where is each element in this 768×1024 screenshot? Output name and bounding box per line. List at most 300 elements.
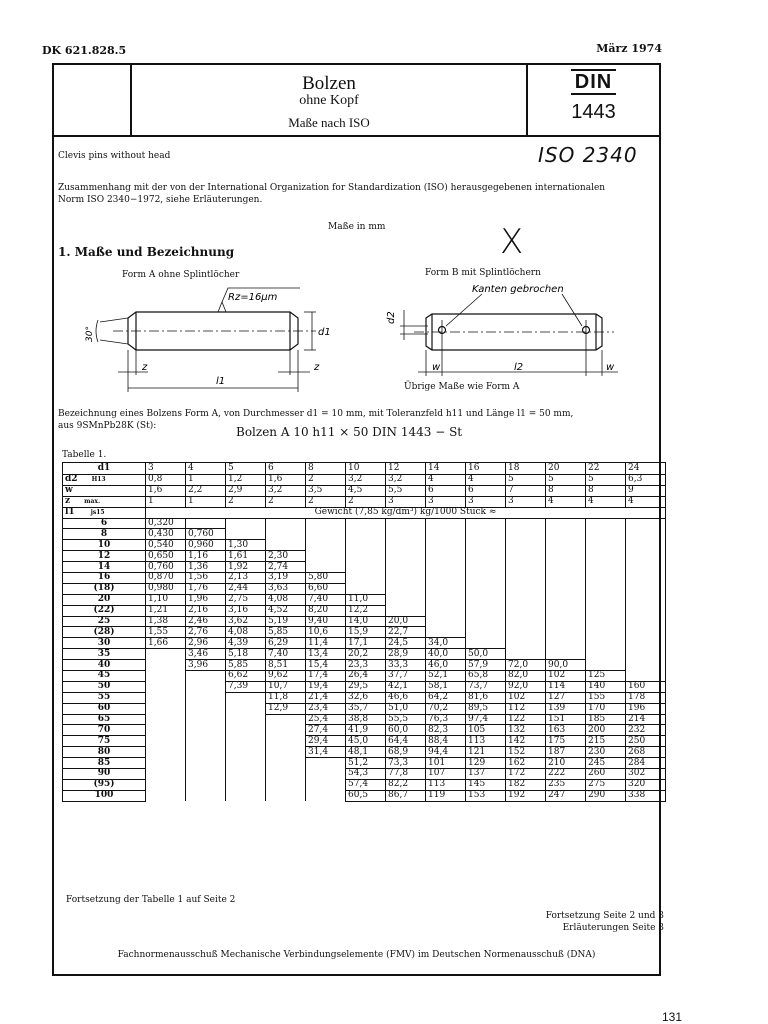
weight-value xyxy=(226,529,266,540)
weight-value: 28,9 xyxy=(386,649,426,660)
weight-value xyxy=(266,736,306,747)
weight-value xyxy=(626,573,666,584)
form-b-label: Form B mit Splintlöchern xyxy=(425,268,541,278)
weight-value: 3,16 xyxy=(226,605,266,616)
weight-value xyxy=(626,518,666,529)
weight-value: 94,4 xyxy=(426,747,466,758)
weight-value xyxy=(386,540,426,551)
z-label-left: z xyxy=(142,362,148,373)
weight-value xyxy=(466,605,506,616)
weight-value xyxy=(186,703,226,714)
table-row xyxy=(63,529,666,540)
weight-value xyxy=(586,583,626,594)
param-value: 5 xyxy=(546,475,586,486)
weight-value xyxy=(546,529,586,540)
dimensions-table xyxy=(62,462,666,802)
weight-value xyxy=(266,725,306,736)
row-label-d2 xyxy=(63,475,146,486)
weight-value: 196 xyxy=(626,703,666,714)
weight-value: 1,96 xyxy=(186,594,226,605)
handwritten-mark: X xyxy=(500,222,524,262)
weight-value xyxy=(146,790,186,801)
weight-value xyxy=(426,551,466,562)
weight-value: 45,0 xyxy=(346,736,386,747)
weight-value: 1,56 xyxy=(186,573,226,584)
param-value: 2,9 xyxy=(226,485,266,496)
weight-value: 10,7 xyxy=(266,681,306,692)
weight-value xyxy=(466,616,506,627)
weight-value xyxy=(546,562,586,573)
weight-value: 9,62 xyxy=(266,671,306,682)
table-row xyxy=(63,779,666,790)
row-length-label: 8 xyxy=(63,529,146,540)
weight-value xyxy=(146,758,186,769)
weight-value: 1,10 xyxy=(146,594,186,605)
row-length-label: 12 xyxy=(63,551,146,562)
weight-value: 119 xyxy=(426,790,466,801)
weight-value: 5,80 xyxy=(306,573,346,584)
weight-value: 170 xyxy=(586,703,626,714)
roughness-label: Rz=16µm xyxy=(228,292,278,303)
weight-value xyxy=(586,518,626,529)
w-label-left: w xyxy=(432,362,441,373)
weight-value: 162 xyxy=(506,758,546,769)
row-length-label: 80 xyxy=(63,747,146,758)
param-value: 2 xyxy=(266,496,306,507)
weight-value: 12,2 xyxy=(346,605,386,616)
weight-value xyxy=(186,725,226,736)
weight-value xyxy=(346,573,386,584)
weight-value: 1,36 xyxy=(186,562,226,573)
weight-value xyxy=(586,605,626,616)
weight-header: Gewicht (7,85 kg/dm³) kg/1000 Stück ≈ xyxy=(146,507,666,518)
weight-value xyxy=(546,551,586,562)
form-b-rest-note: Übrige Maße wie Form A xyxy=(404,382,520,392)
weight-value: 247 xyxy=(546,790,586,801)
weight-value: 15,9 xyxy=(346,627,386,638)
weight-value xyxy=(506,638,546,649)
weight-value xyxy=(626,660,666,671)
weight-value: 82,2 xyxy=(386,779,426,790)
continuation-pages: Fortsetzung Seite 2 und 3 xyxy=(545,911,664,921)
weight-value: 132 xyxy=(506,725,546,736)
table-row xyxy=(63,725,666,736)
table-row xyxy=(63,692,666,703)
weight-value: 60,5 xyxy=(346,790,386,801)
weight-value xyxy=(506,627,546,638)
handwritten-iso-note: ISO 2340 xyxy=(538,143,638,167)
d1-value: 12 xyxy=(386,463,426,475)
weight-value xyxy=(226,518,266,529)
weight-value xyxy=(546,616,586,627)
row-length-label: 16 xyxy=(63,573,146,584)
weight-value xyxy=(466,529,506,540)
weight-value xyxy=(186,747,226,758)
weight-value: 1,55 xyxy=(146,627,186,638)
weight-value: 192 xyxy=(506,790,546,801)
weight-value xyxy=(186,518,226,529)
weight-value xyxy=(586,529,626,540)
weight-value: 2,96 xyxy=(186,638,226,649)
weight-value: 17,4 xyxy=(306,671,346,682)
table-row xyxy=(63,714,666,725)
weight-value: 145 xyxy=(466,779,506,790)
d1-value: 6 xyxy=(266,463,306,475)
weight-value: 0,430 xyxy=(146,529,186,540)
weight-value: 51,0 xyxy=(386,703,426,714)
weight-value: 76,3 xyxy=(426,714,466,725)
weight-value: 152 xyxy=(506,747,546,758)
weight-value xyxy=(626,671,666,682)
weight-value xyxy=(146,714,186,725)
iso-note-line-2: Norm ISO 2340−1972, siehe Erläuterungen. xyxy=(58,195,263,205)
weight-value: 187 xyxy=(546,747,586,758)
weight-value: 101 xyxy=(426,758,466,769)
weight-value: 232 xyxy=(626,725,666,736)
table-row xyxy=(63,638,666,649)
weight-value: 5,85 xyxy=(266,627,306,638)
table-row-weight-header xyxy=(63,507,666,518)
weight-value: 245 xyxy=(586,758,626,769)
weight-value: 29,4 xyxy=(306,736,346,747)
weight-value xyxy=(586,562,626,573)
weight-value xyxy=(226,692,266,703)
weight-value: 92,0 xyxy=(506,681,546,692)
table-row xyxy=(63,660,666,671)
weight-value xyxy=(146,736,186,747)
weight-value xyxy=(146,747,186,758)
param-symbol: w xyxy=(65,485,73,496)
weight-value: 1,21 xyxy=(146,605,186,616)
weight-value: 32,6 xyxy=(346,692,386,703)
table-row xyxy=(63,703,666,714)
weight-value: 27,4 xyxy=(306,725,346,736)
weight-value xyxy=(626,605,666,616)
edges-note: Kanten gebrochen xyxy=(472,284,564,295)
din-logo: DIN xyxy=(571,69,616,95)
row-length-label: 75 xyxy=(63,736,146,747)
weight-value xyxy=(386,605,426,616)
weight-value: 155 xyxy=(586,692,626,703)
weight-value xyxy=(346,529,386,540)
designation-line-1: Bezeichnung eines Bolzens Form A, von Durchmesser d1 = 10 mm, mit Toleranzfeld h11 und Länge l1 = 50 mm, xyxy=(58,409,574,419)
weight-value xyxy=(266,518,306,529)
din-box xyxy=(528,69,659,124)
d1-value: 22 xyxy=(586,463,626,475)
units-note: Maße in mm xyxy=(328,222,386,232)
weight-value xyxy=(306,540,346,551)
weight-value: 1,61 xyxy=(226,551,266,562)
param-symbol: d2 xyxy=(65,474,78,485)
param-value: 4 xyxy=(546,496,586,507)
weight-value xyxy=(466,518,506,529)
param-tolerance: max. xyxy=(84,498,101,506)
weight-value xyxy=(466,627,506,638)
row-label-w xyxy=(63,485,146,496)
weight-value xyxy=(426,540,466,551)
weight-value: 50,0 xyxy=(466,649,506,660)
weight-value: 88,4 xyxy=(426,736,466,747)
param-value: 3 xyxy=(466,496,506,507)
weight-value xyxy=(426,594,466,605)
weight-value: 2,16 xyxy=(186,605,226,616)
weight-value: 73,7 xyxy=(466,681,506,692)
weight-value xyxy=(226,703,266,714)
weight-value: 6,29 xyxy=(266,638,306,649)
weight-value: 82,3 xyxy=(426,725,466,736)
row-length-label: 85 xyxy=(63,758,146,769)
d1-value: 16 xyxy=(466,463,506,475)
weight-value xyxy=(346,518,386,529)
weight-value: 97,4 xyxy=(466,714,506,725)
weight-value: 105 xyxy=(466,725,506,736)
weight-value xyxy=(266,769,306,780)
row-length-label: 35 xyxy=(63,649,146,660)
weight-value: 0,760 xyxy=(146,562,186,573)
param-value: 0,8 xyxy=(146,475,186,486)
weight-value: 57,9 xyxy=(466,660,506,671)
weight-value xyxy=(586,660,626,671)
weight-value xyxy=(186,681,226,692)
weight-value: 35,7 xyxy=(346,703,386,714)
weight-value xyxy=(466,573,506,584)
row-length-label: 100 xyxy=(63,790,146,801)
weight-value: 0,870 xyxy=(146,573,186,584)
row-length-label: (18) xyxy=(63,583,146,594)
weight-value xyxy=(466,638,506,649)
row-length-label: 10 xyxy=(63,540,146,551)
weight-value xyxy=(306,790,346,801)
weight-value xyxy=(386,529,426,540)
weight-value: 175 xyxy=(546,736,586,747)
weight-value: 65,8 xyxy=(466,671,506,682)
weight-value xyxy=(586,594,626,605)
weight-value xyxy=(226,747,266,758)
weight-value: 37,7 xyxy=(386,671,426,682)
weight-value: 8,51 xyxy=(266,660,306,671)
title-block xyxy=(52,63,661,137)
weight-value: 215 xyxy=(586,736,626,747)
d1-value: 4 xyxy=(186,463,226,475)
weight-value: 23,4 xyxy=(306,703,346,714)
weight-value: 222 xyxy=(546,769,586,780)
page-number: 131 xyxy=(661,1010,682,1024)
weight-value xyxy=(466,594,506,605)
weight-value xyxy=(506,551,546,562)
weight-value xyxy=(506,616,546,627)
weight-value: 13,4 xyxy=(306,649,346,660)
weight-value xyxy=(226,758,266,769)
title-dimensions-note: Maße nach ISO xyxy=(288,115,370,130)
weight-value xyxy=(626,638,666,649)
row-length-label: 30 xyxy=(63,638,146,649)
param-value: 3 xyxy=(506,496,546,507)
weight-value: 38,8 xyxy=(346,714,386,725)
param-value: 1 xyxy=(186,496,226,507)
weight-value xyxy=(546,627,586,638)
l2-label: l2 xyxy=(514,362,524,373)
row-length-label: (95) xyxy=(63,779,146,790)
weight-value xyxy=(626,594,666,605)
section-title: 1. Maße und Bezeichnung xyxy=(58,245,235,259)
row-length-label: 45 xyxy=(63,671,146,682)
table-row xyxy=(63,769,666,780)
table-row xyxy=(63,551,666,562)
weight-value xyxy=(306,562,346,573)
row-length-label: 40 xyxy=(63,660,146,671)
designation-example: Bolzen A 10 h11 × 50 DIN 1443 − St xyxy=(236,425,463,439)
row-length-label: 70 xyxy=(63,725,146,736)
weight-value: 15,4 xyxy=(306,660,346,671)
l1-tolerance: js15 xyxy=(90,509,105,517)
weight-value: 26,4 xyxy=(346,671,386,682)
weight-value: 12,9 xyxy=(266,703,306,714)
param-value: 6 xyxy=(426,485,466,496)
weight-value: 290 xyxy=(586,790,626,801)
weight-value: 250 xyxy=(626,736,666,747)
weight-value xyxy=(426,529,466,540)
weight-value: 48,1 xyxy=(346,747,386,758)
param-value: 3 xyxy=(426,496,466,507)
weight-value xyxy=(586,551,626,562)
weight-value xyxy=(146,692,186,703)
weight-value xyxy=(626,529,666,540)
d1-label: d1 xyxy=(318,327,331,338)
weight-value: 20,2 xyxy=(346,649,386,660)
weight-value: 6,62 xyxy=(226,671,266,682)
param-value: 8 xyxy=(546,485,586,496)
table-row xyxy=(63,747,666,758)
weight-value xyxy=(546,649,586,660)
param-value: 1,6 xyxy=(146,485,186,496)
weight-value xyxy=(306,769,346,780)
weight-value xyxy=(586,540,626,551)
weight-value: 7,39 xyxy=(226,681,266,692)
weight-value xyxy=(306,551,346,562)
weight-value xyxy=(346,540,386,551)
weight-value: 320 xyxy=(626,779,666,790)
param-value: 1,2 xyxy=(226,475,266,486)
weight-value xyxy=(546,573,586,584)
weight-value: 90,0 xyxy=(546,660,586,671)
param-value: 3,2 xyxy=(386,475,426,486)
weight-value xyxy=(266,747,306,758)
weight-value: 137 xyxy=(466,769,506,780)
weight-value: 40,0 xyxy=(426,649,466,660)
row-length-label: 20 xyxy=(63,594,146,605)
weight-value: 19,4 xyxy=(306,681,346,692)
weight-value: 1,38 xyxy=(146,616,186,627)
weight-value: 210 xyxy=(546,758,586,769)
row-length-label: 50 xyxy=(63,681,146,692)
weight-value xyxy=(266,714,306,725)
weight-value xyxy=(386,551,426,562)
d2-label: d2 xyxy=(386,311,397,324)
weight-value: 114 xyxy=(546,681,586,692)
weight-value: 5,19 xyxy=(266,616,306,627)
weight-value: 55,5 xyxy=(386,714,426,725)
table-label: Tabelle 1. xyxy=(62,450,107,460)
weight-value xyxy=(426,518,466,529)
weight-value: 3,19 xyxy=(266,573,306,584)
weight-value: 73,3 xyxy=(386,758,426,769)
weight-value: 31,4 xyxy=(306,747,346,758)
weight-value: 58,1 xyxy=(426,681,466,692)
weight-value xyxy=(266,758,306,769)
row-length-label: (28) xyxy=(63,627,146,638)
iso-note-line-1: Zusammenhang mit der von der International Organization for Standardization (ISO) herausgegebenen internationalen xyxy=(58,183,606,193)
weight-value xyxy=(306,758,346,769)
weight-value: 33,3 xyxy=(386,660,426,671)
weight-value: 302 xyxy=(626,769,666,780)
weight-value: 112 xyxy=(506,703,546,714)
weight-value xyxy=(546,583,586,594)
weight-value xyxy=(586,638,626,649)
weight-value xyxy=(506,573,546,584)
weight-value: 7,40 xyxy=(266,649,306,660)
weight-value: 129 xyxy=(466,758,506,769)
weight-value: 107 xyxy=(426,769,466,780)
weight-value xyxy=(426,605,466,616)
weight-value xyxy=(146,671,186,682)
weight-value xyxy=(426,616,466,627)
weight-value: 25,4 xyxy=(306,714,346,725)
weight-value: 1,16 xyxy=(186,551,226,562)
weight-value xyxy=(586,627,626,638)
table-row xyxy=(63,790,666,801)
weight-value xyxy=(386,583,426,594)
weight-value: 0,960 xyxy=(186,540,226,551)
weight-value: 17,1 xyxy=(346,638,386,649)
param-value: 4 xyxy=(626,496,666,507)
weight-value xyxy=(506,562,546,573)
weight-value xyxy=(426,583,466,594)
weight-value xyxy=(306,518,346,529)
param-value: 8 xyxy=(586,485,626,496)
weight-value xyxy=(386,562,426,573)
weight-value: 2,46 xyxy=(186,616,226,627)
param-value: 3,2 xyxy=(266,485,306,496)
weight-value: 77,8 xyxy=(386,769,426,780)
row-length-label: (22) xyxy=(63,605,146,616)
param-value: 9 xyxy=(626,485,666,496)
weight-value: 102 xyxy=(506,692,546,703)
angle-label: 30° xyxy=(85,326,95,342)
weight-value: 11,0 xyxy=(346,594,386,605)
weight-value xyxy=(186,779,226,790)
param-symbol: z xyxy=(65,496,71,507)
weight-value: 70,2 xyxy=(426,703,466,714)
l1-symbol: l1 xyxy=(65,507,75,518)
weight-value xyxy=(626,627,666,638)
weight-value xyxy=(506,605,546,616)
weight-value xyxy=(306,779,346,790)
weight-value: 182 xyxy=(506,779,546,790)
weight-value xyxy=(626,616,666,627)
weight-value xyxy=(346,562,386,573)
page-subtitle: ohne Kopf xyxy=(299,93,359,108)
weight-value xyxy=(266,540,306,551)
weight-value xyxy=(146,769,186,780)
weight-value: 102 xyxy=(546,671,586,682)
weight-value xyxy=(386,573,426,584)
weight-value: 14,0 xyxy=(346,616,386,627)
weight-value xyxy=(466,551,506,562)
d1-value: 3 xyxy=(146,463,186,475)
weight-value xyxy=(186,714,226,725)
weight-value: 3,46 xyxy=(186,649,226,660)
weight-value: 20,0 xyxy=(386,616,426,627)
